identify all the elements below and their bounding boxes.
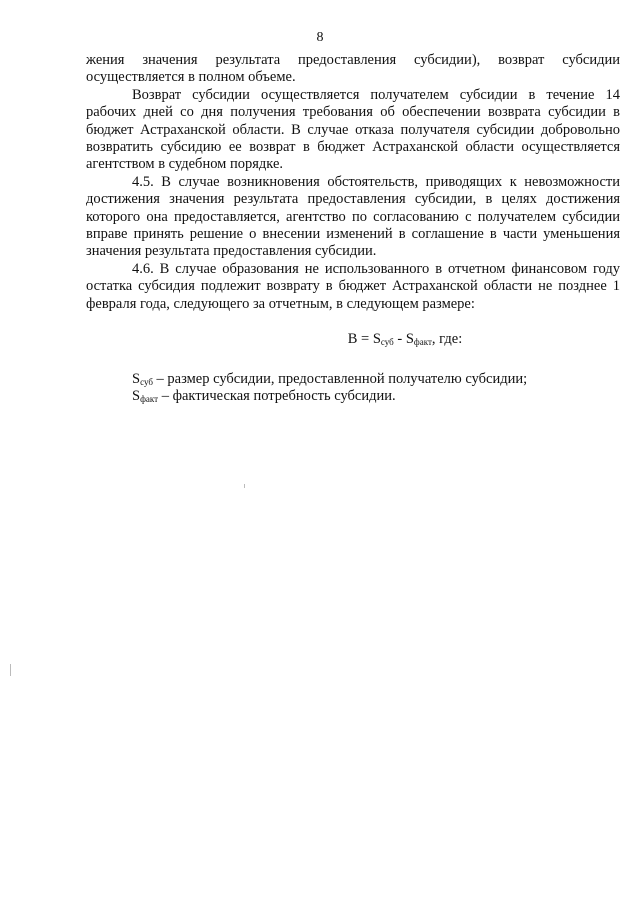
definition-subscript: суб [140, 376, 153, 387]
definition-s-fact [86, 388, 620, 405]
paragraph-4-5: 4.5. В случае возникновения обстоятельств, приводящих к невозможности достижения значения результата предоставления субсидии, в целях достижения которого она предоставляется, агентство по согласованию с получателем субсидии вправе принять решение о внесении изменений в соглашение в части уменьшения значения результата предоставления субсидии. [86, 173, 620, 260]
formula-subscript-sub: суб [380, 337, 394, 348]
definition-s-sub [86, 371, 620, 388]
formula-tail: , где: [431, 331, 463, 348]
definition-subscript: факт [140, 393, 159, 404]
paragraph-4-6: 4.6. В случае образования не использованного в отчетном финансовом году остатка субсидия подлежит возврату в бюджет Астраханской области не позднее 1 февраля года, следующего за отчетным, в следующем размере: [86, 260, 620, 312]
formula-minus: - S [393, 331, 414, 348]
formula-subscript-fact: факт [413, 337, 432, 348]
document-body [86, 52, 620, 405]
definition-text: – фактическая потребность субсидии. [158, 387, 396, 404]
definition-text: – размер субсидии, предоставленной получателю субсидии; [152, 370, 528, 387]
paragraph-refund-terms: Возврат субсидии осуществляется получателем субсидии в течение 14 рабочих дней со дня получения требования об обеспечении возврата субсидии в бюджет Астраханской области. В случае отказа получателя субсидии добровольно возвратить субсидию ее возврат в бюджет Астраханской области осуществляется агентством в судебном порядке. [86, 86, 620, 173]
formula-lhs: В = S [347, 331, 381, 348]
scan-speck [244, 484, 245, 488]
definition-symbol: S [132, 387, 141, 404]
paragraph-continuation: жения значения результата предоставления субсидии), возврат субсидии осуществляется в полном объеме. [86, 52, 620, 86]
definition-symbol: S [132, 370, 141, 387]
page-number: 8 [316, 30, 324, 45]
refund-formula [86, 331, 620, 348]
scan-speck [10, 664, 11, 676]
